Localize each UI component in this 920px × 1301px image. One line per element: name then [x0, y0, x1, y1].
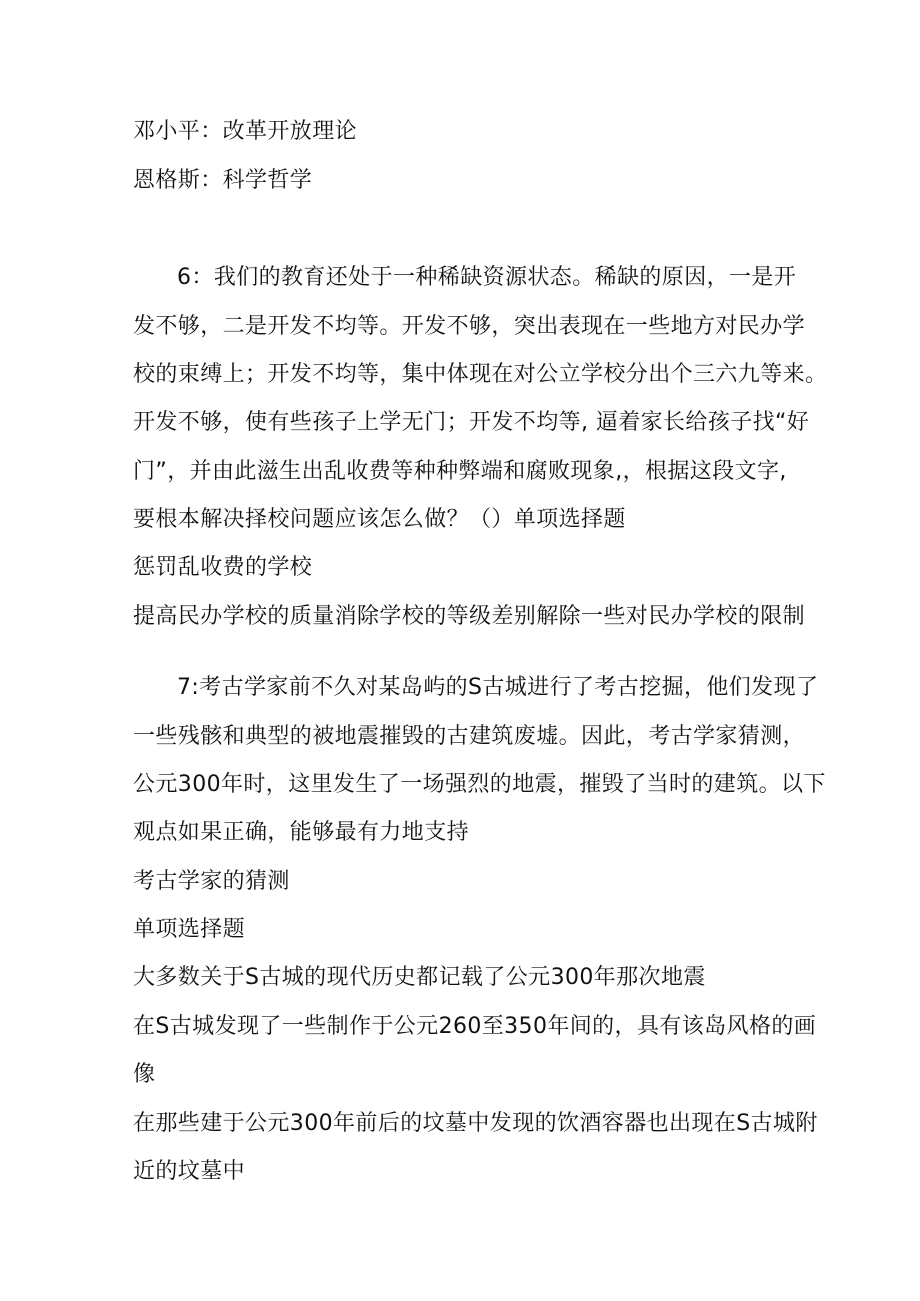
question-7-text: 一些残骸和典型的被地震摧毁的古建筑废墟。因此，考古学家猜测， [133, 724, 806, 749]
question-6-text: 发不够，二是开发不均等。开发不够，突出表现在一些地方对民办学 [133, 314, 806, 339]
question-7-text: 公元300年时，这里发生了一场强烈的地震，摧毁了当时的建筑。以下 [133, 772, 826, 797]
question-7-option: 大多数关于S古城的现代历史都记载了公元300年那次地震 [133, 965, 706, 990]
answer-line-deng: 邓小平：改革开放理论 [133, 119, 358, 144]
question-7-text: 考古学家的猜测 [133, 869, 290, 894]
question-6-text: 要根本解决择校问题应该怎么做？（）单项选择题 [133, 507, 626, 532]
question-7-option: 在S古城发现了一些制作于公元260至350年间的，具有该岛风格的画 [133, 1014, 817, 1039]
question-6-option: 提高民办学校的质量消除学校的等级差别解除一些对民办学校的限制 [133, 604, 806, 629]
question-6-option: 惩罚乱收费的学校 [133, 555, 313, 580]
question-6-text: 门”，并由此滋生出乱收费等种种弊端和腐败现象,，根据这段文字, [133, 459, 787, 484]
answer-line-engels: 恩格斯：科学哲学 [133, 168, 313, 193]
question-7-option: 近的坟墓中 [133, 1159, 246, 1184]
question-6-text: 6：我们的教育还处于一种稀缺资源状态。稀缺的原因，一是开 [177, 265, 797, 290]
question-6-text: 开发不够，使有些孩子上学无门；开发不均等, 逼着家长给孩子找“好 [133, 410, 810, 435]
question-7-option: 在那些建于公元300年前后的坟墓中发现的饮酒容器也出现在S古城附 [133, 1111, 818, 1136]
question-7-text: 观点如果正确，能够最有力地支持 [133, 820, 470, 845]
question-7-type: 单项选择题 [133, 917, 246, 942]
question-7-option: 像 [133, 1062, 156, 1087]
question-7-text: 7:考古学家前不久对某岛屿的S古城进行了考古挖掘，他们发现了 [177, 675, 819, 700]
question-6-text: 校的束缚上；开发不均等，集中体现在对公立学校分出个三六九等来。 [133, 362, 828, 387]
